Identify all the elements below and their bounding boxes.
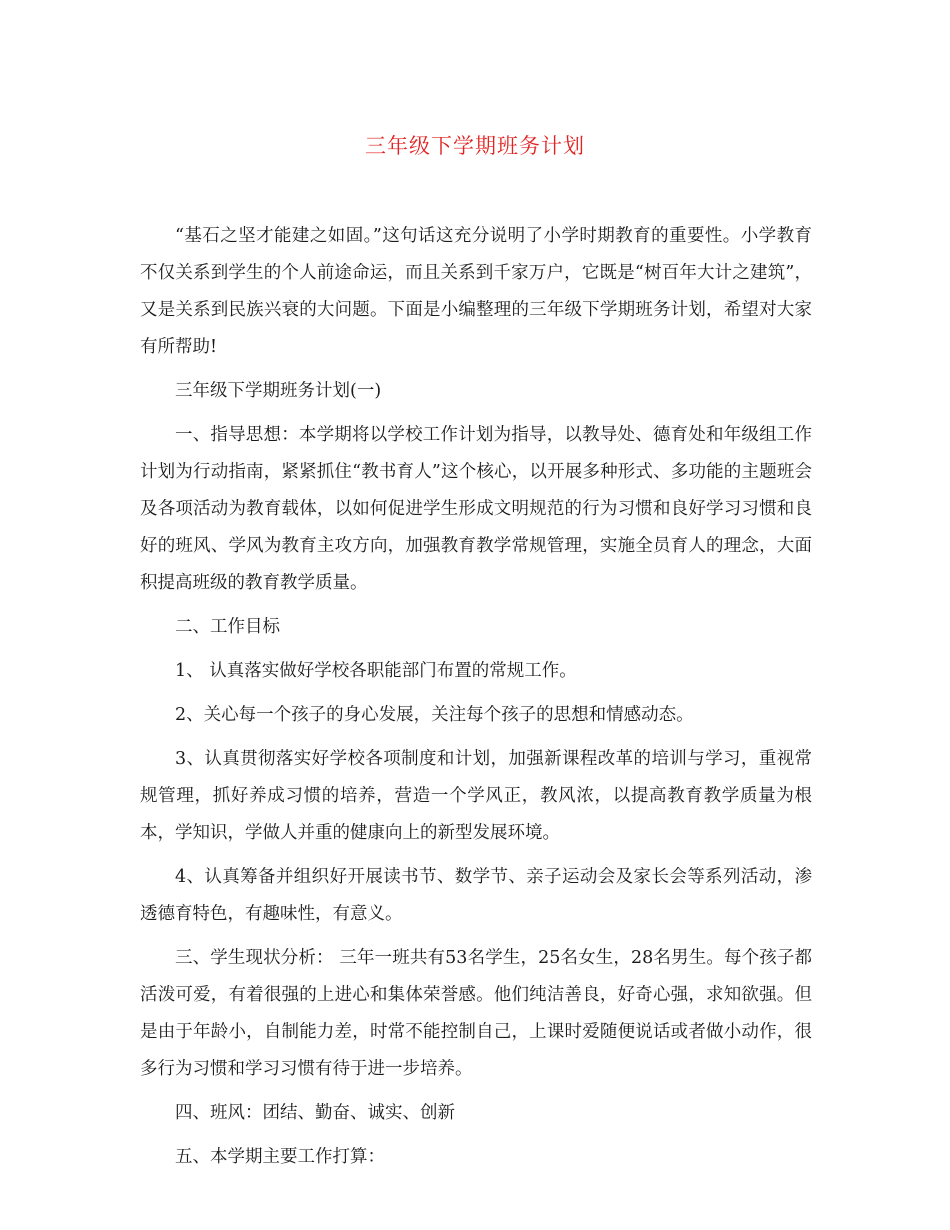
goal-item-1: 1、 认真落实做好学校各职能部门布置的常规工作。 <box>175 661 577 681</box>
document-title: 三年级下学期班务计划 <box>365 134 585 158</box>
plan-subtitle: 三年级下学期班务计划(一) <box>175 381 382 401</box>
goal-item-4: 4、认真筹备并组织好开展读书节、数学节、亲子运动会及家长会等系列活动，渗透德育特色，有趣味性，有意义。 <box>140 867 812 924</box>
section-class-spirit: 四、班风：团结、勤奋、诚实、创新 <box>175 1103 455 1123</box>
goal-item-2: 2、关心每一个孩子的身心发展，关注每个孩子的思想和情感动态。 <box>175 705 694 725</box>
intro-paragraph: “基石之坚才能建之如固。”这句话这充分说明了小学时期教育的重要性。小学教育不仅关系到学生的个人前途命运，而且关系到千家万户，它既是“树百年大计之建筑”，又是关系到民族兴衰的大问题。下面是小编整理的三年级下学期班务计划，希望对大家有所帮助! <box>140 226 812 357</box>
goal-item-3: 3、认真贯彻落实好学校各项制度和计划，加强新课程改革的培训与学习，重视常规管理，抓好养成习惯的培养，营造一个学风正，教风浓，以提高教育教学质量为根本，学知识，学做人并重的健康向上的新型发展环境。 <box>140 749 812 843</box>
section-work-goals-heading: 二、工作目标 <box>175 617 280 637</box>
section-student-analysis: 三、学生现状分析： 三年一班共有53名学生，25名女生，28名男生。每个孩子都活泼可爱，有着很强的上进心和集体荣誉感。他们纯洁善良，好奇心强，求知欲强。但是由于年龄小，自制能力差，时常不能控制自己，上课时爱随便说话或者做小动作，很多行为习惯和学习习惯有待于进一步培养。 <box>140 948 812 1079</box>
document-body <box>140 218 812 1183</box>
section-guiding-ideology: 一、指导思想：本学期将以学校工作计划为指导，以教导处、德育处和年级组工作计划为行动指南，紧紧抓住“教书育人”这个核心，以开展多种形式、多功能的主题班会及各项活动为教育载体，以如何促进学生形成文明规范的行为习惯和良好学习习惯和良好的班风、学风为教育主攻方向，加强教育教学常规管理，实施全员育人的理念，大面积提高班级的教育教学质量。 <box>140 425 812 593</box>
section-main-work-plan: 五、本学期主要工作打算： <box>175 1147 385 1167</box>
